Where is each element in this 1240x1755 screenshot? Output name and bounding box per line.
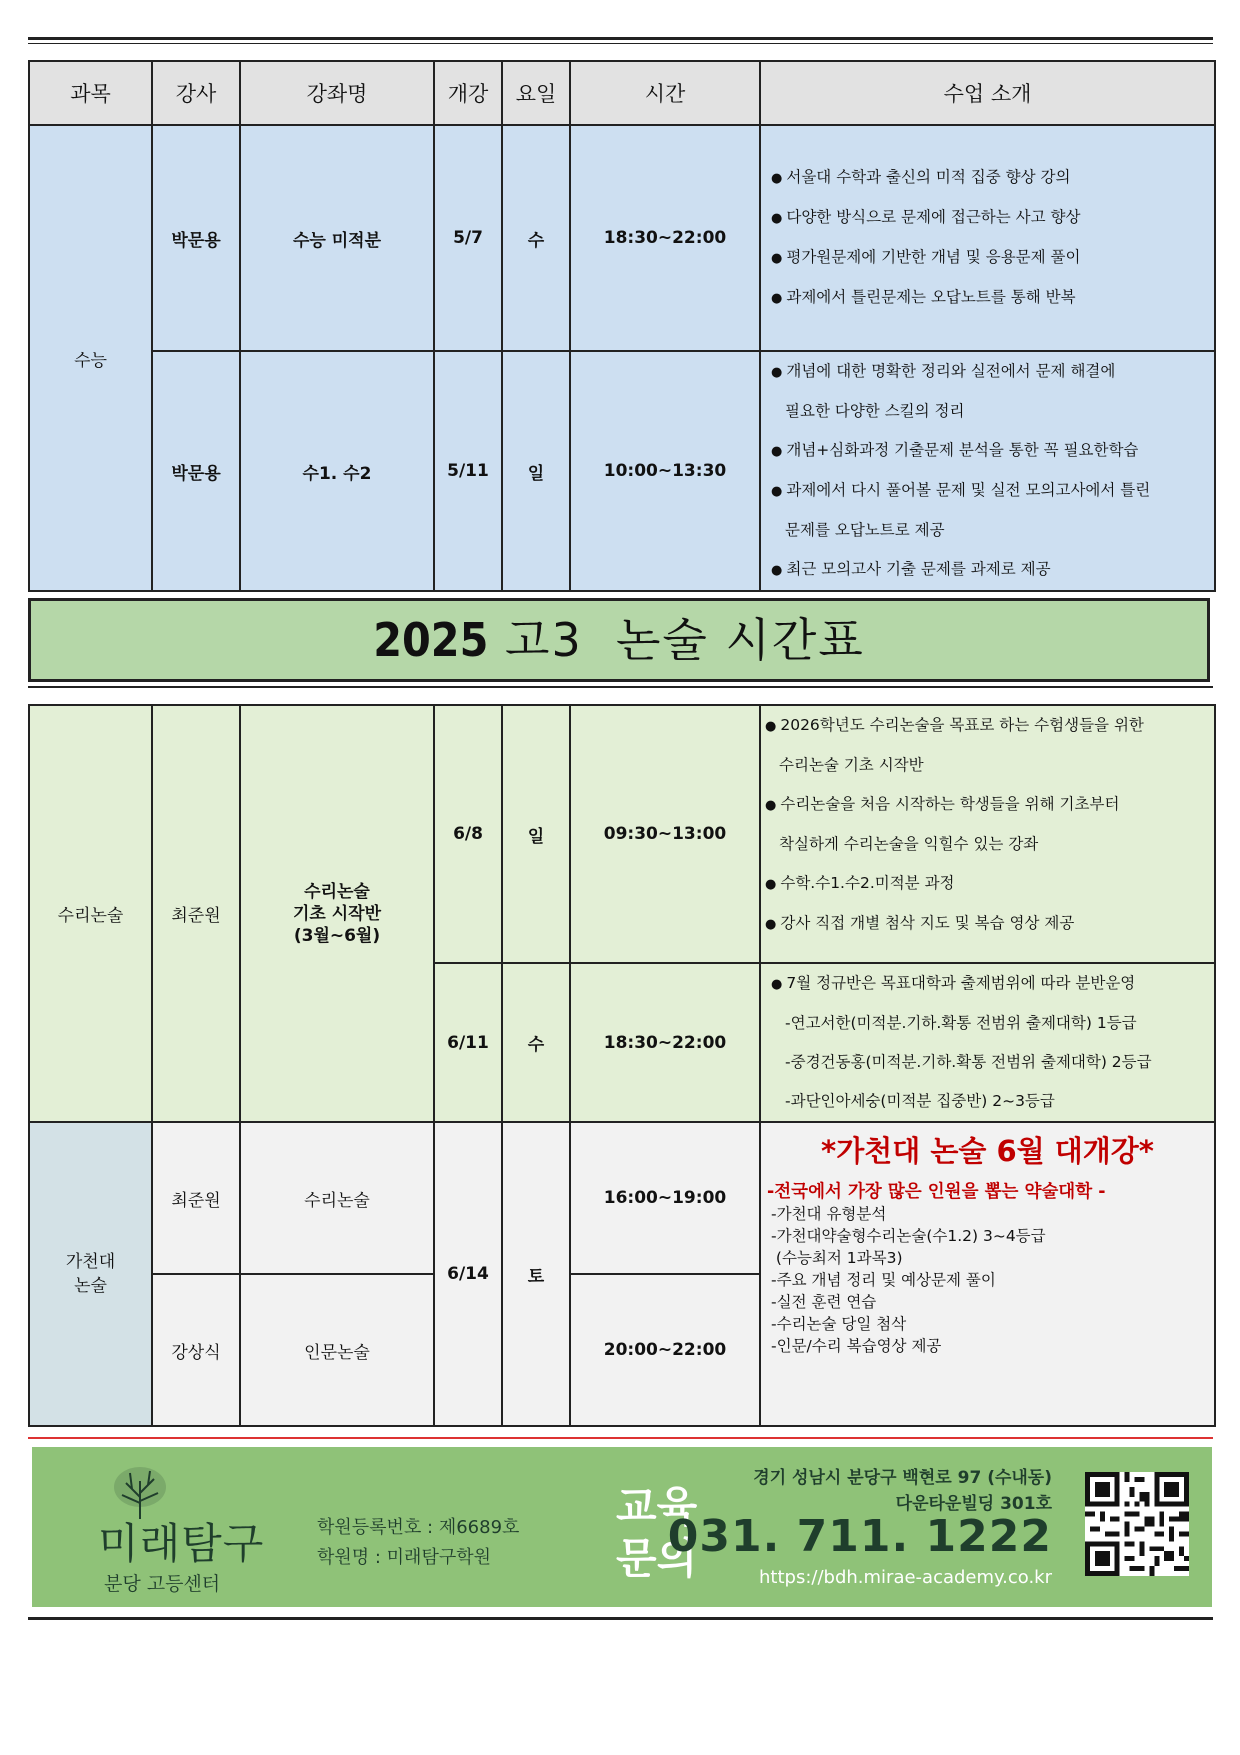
bullet-icon: ●	[771, 563, 783, 578]
suneung-table	[28, 60, 1216, 592]
col-header-teacher: 강사	[152, 61, 240, 125]
start-cell: 6/14	[434, 1122, 502, 1426]
list-item: -주요 개념 정리 및 예상문제 풀이	[771, 1271, 996, 1289]
time-cell: 16:00~19:00	[570, 1122, 760, 1274]
list-item: 수리논술 기초 시작반	[779, 756, 924, 774]
gacheon-headline: *가천대 논술 6월 대개강*	[821, 1134, 1154, 1168]
list-item: -연고서한(미적분.기하.확통 전범위 출제대학) 1등급	[785, 1014, 1137, 1032]
address-line: 다운타운빌딩 301호	[895, 1494, 1052, 1514]
banner-under-rule	[28, 686, 1213, 688]
list-item: -수리논술 당일 첨삭	[771, 1315, 907, 1333]
intro-cell	[760, 705, 1215, 963]
list-item: ● 개념+심화과정 기출문제 분석을 통한 꼭 필요한학습	[771, 441, 1139, 459]
course-cell: 인문논술	[240, 1274, 434, 1426]
list-item: ● 7월 정규반은 목표대학과 출제범위에 따라 분반운영	[771, 974, 1136, 992]
bullet-icon: ●	[771, 365, 783, 380]
start-cell: 5/11	[434, 351, 502, 591]
list-item: ● 강사 직접 개별 첨삭 지도 및 복습 영상 제공	[765, 914, 1075, 932]
qr-code-icon[interactable]	[1085, 1472, 1189, 1576]
teacher-cell: 박문용	[152, 125, 240, 351]
inquiry-line: 문의	[616, 1534, 698, 1583]
time-cell: 20:00~22:00	[570, 1274, 760, 1426]
top-rule-thick	[28, 37, 1213, 40]
subject-cell: 수능	[29, 125, 152, 591]
course-line: (3월~6월)	[293, 925, 381, 946]
list-item: -중경건동홍(미적분.기하.확통 전범위 출제대학) 2등급	[785, 1053, 1152, 1071]
bullet-icon: ●	[771, 291, 783, 306]
inquiry-line: 교육	[616, 1482, 698, 1531]
start-cell: 6/8	[434, 705, 502, 963]
list-item: ● 서울대 수학과 출신의 미적 집중 향상 강의	[771, 168, 1071, 186]
course-line: 수리논술	[304, 881, 370, 902]
teacher-cell: 최준원	[152, 1122, 240, 1274]
start-cell: 6/11	[434, 963, 502, 1122]
website-link[interactable]: https://bdh.mirae-academy.co.kr	[759, 1567, 1052, 1588]
col-header-subject: 과목	[29, 61, 152, 125]
teacher-cell: 최준원	[152, 705, 240, 1122]
list-item: -과단인아세숭(미적분 집중반) 2~3등급	[785, 1092, 1055, 1110]
time-cell: 18:30~22:00	[570, 125, 760, 351]
day-cell: 토	[502, 1122, 570, 1426]
list-item: -인문/수리 복습영상 제공	[771, 1337, 942, 1355]
time-cell: 09:30~13:00	[570, 705, 760, 963]
teacher-cell: 강상식	[152, 1274, 240, 1426]
table-row	[29, 351, 1215, 591]
list-item: ● 평가원문제에 기반한 개념 및 응용문제 풀이	[771, 248, 1081, 266]
bullet-icon: ●	[771, 444, 783, 459]
footer-banner	[32, 1447, 1212, 1607]
col-header-intro: 수업 소개	[760, 61, 1215, 125]
brand-subtitle: 분당 고등센터	[104, 1573, 221, 1595]
subject-cell: 수리논술	[29, 705, 152, 1122]
subject-line: 가천대	[65, 1252, 116, 1272]
bullet-icon: ●	[771, 251, 783, 266]
list-item: ● 2026학년도 수리논술을 목표로 하는 수험생들을 위한	[765, 716, 1144, 734]
start-cell: 5/7	[434, 125, 502, 351]
list-item: ● 다양한 방식으로 문제에 접근하는 사고 향상	[771, 208, 1081, 226]
list-item: ● 수리논술을 처음 시작하는 학생들을 위해 기초부터	[765, 795, 1120, 813]
bullet-icon: ●	[771, 171, 783, 186]
bullet-icon: ●	[771, 211, 783, 226]
bullet-icon: ●	[765, 719, 777, 734]
table-row	[29, 1122, 1215, 1274]
course-cell: 수리논술	[240, 1122, 434, 1274]
list-item: ● 수학.수1.수2.미적분 과정	[765, 874, 955, 892]
course-cell	[240, 705, 434, 1122]
table-row	[29, 705, 1215, 963]
course-cell: 수능 미적분	[240, 125, 434, 351]
list-item: ● 개념에 대한 명확한 정리와 실전에서 문제 해결에	[771, 362, 1116, 380]
col-header-course: 강좌명	[240, 61, 434, 125]
list-item: (수능최저 1과목3)	[771, 1249, 903, 1267]
bullet-icon: ●	[771, 484, 783, 499]
address-line: 경기 성남시 분당구 백현로 97 (수내동)	[753, 1468, 1052, 1488]
day-cell: 수	[502, 125, 570, 351]
intro-cell	[760, 963, 1215, 1122]
course-cell: 수1. 수2	[240, 351, 434, 591]
bullet-icon: ●	[771, 977, 783, 992]
red-divider	[28, 1437, 1213, 1439]
day-cell: 일	[502, 705, 570, 963]
bullet-icon: ●	[765, 917, 777, 932]
brand-logo-text: 미래탐구	[98, 1519, 265, 1568]
col-header-day: 요일	[502, 61, 570, 125]
course-line: 기초 시작반	[292, 903, 382, 924]
banner-title: 고3 논술 시간표	[505, 613, 865, 667]
intro-cell	[760, 1122, 1215, 1426]
list-item: 문제를 오답노트로 제공	[785, 521, 945, 539]
registration-number: 학원등록번호 : 제6689호	[317, 1517, 520, 1538]
list-item: ● 과제에서 틀린문제는 오답노트를 통해 반복	[771, 288, 1076, 306]
phone-number: 031. 711. 1222	[667, 1511, 1052, 1562]
essay-table	[28, 704, 1216, 1427]
table-header-row	[29, 61, 1215, 125]
intro-cell	[760, 125, 1215, 351]
academy-name: 학원명 : 미래탐구학원	[317, 1547, 491, 1568]
intro-cell	[760, 351, 1215, 591]
time-cell: 10:00~13:30	[570, 351, 760, 591]
teacher-cell: 박문용	[152, 351, 240, 591]
list-item: ● 최근 모의고사 기출 문제를 과제로 제공	[771, 560, 1051, 578]
list-item: 착실하게 수리논술을 익힐수 있는 강좌	[779, 835, 1039, 853]
banner-year: 2025	[373, 613, 489, 667]
day-cell: 수	[502, 963, 570, 1122]
col-header-time: 시간	[570, 61, 760, 125]
list-item: ● 과제에서 다시 풀어볼 문제 및 실전 모의고사에서 틀린	[771, 481, 1151, 499]
gacheon-subheadline: -전국에서 가장 많은 인원을 뽑는 약술대학 -	[767, 1182, 1106, 1202]
list-item: -가천대약술형수리논술(수1.2) 3~4등급	[771, 1227, 1046, 1245]
list-item: 필요한 다양한 스킬의 정리	[785, 402, 965, 420]
top-rule-thin	[28, 43, 1213, 44]
subject-cell	[29, 1122, 152, 1426]
day-cell: 일	[502, 351, 570, 591]
col-header-start: 개강	[434, 61, 502, 125]
table-row	[29, 125, 1215, 351]
time-cell: 18:30~22:00	[570, 963, 760, 1122]
list-item: -실전 훈련 연습	[771, 1293, 877, 1311]
bullet-icon: ●	[765, 798, 777, 813]
subject-line: 논술	[74, 1276, 107, 1296]
list-item: -가천대 유형분석	[771, 1205, 887, 1223]
bullet-icon: ●	[765, 877, 777, 892]
timetable-banner	[28, 598, 1210, 682]
bottom-rule	[28, 1617, 1213, 1620]
